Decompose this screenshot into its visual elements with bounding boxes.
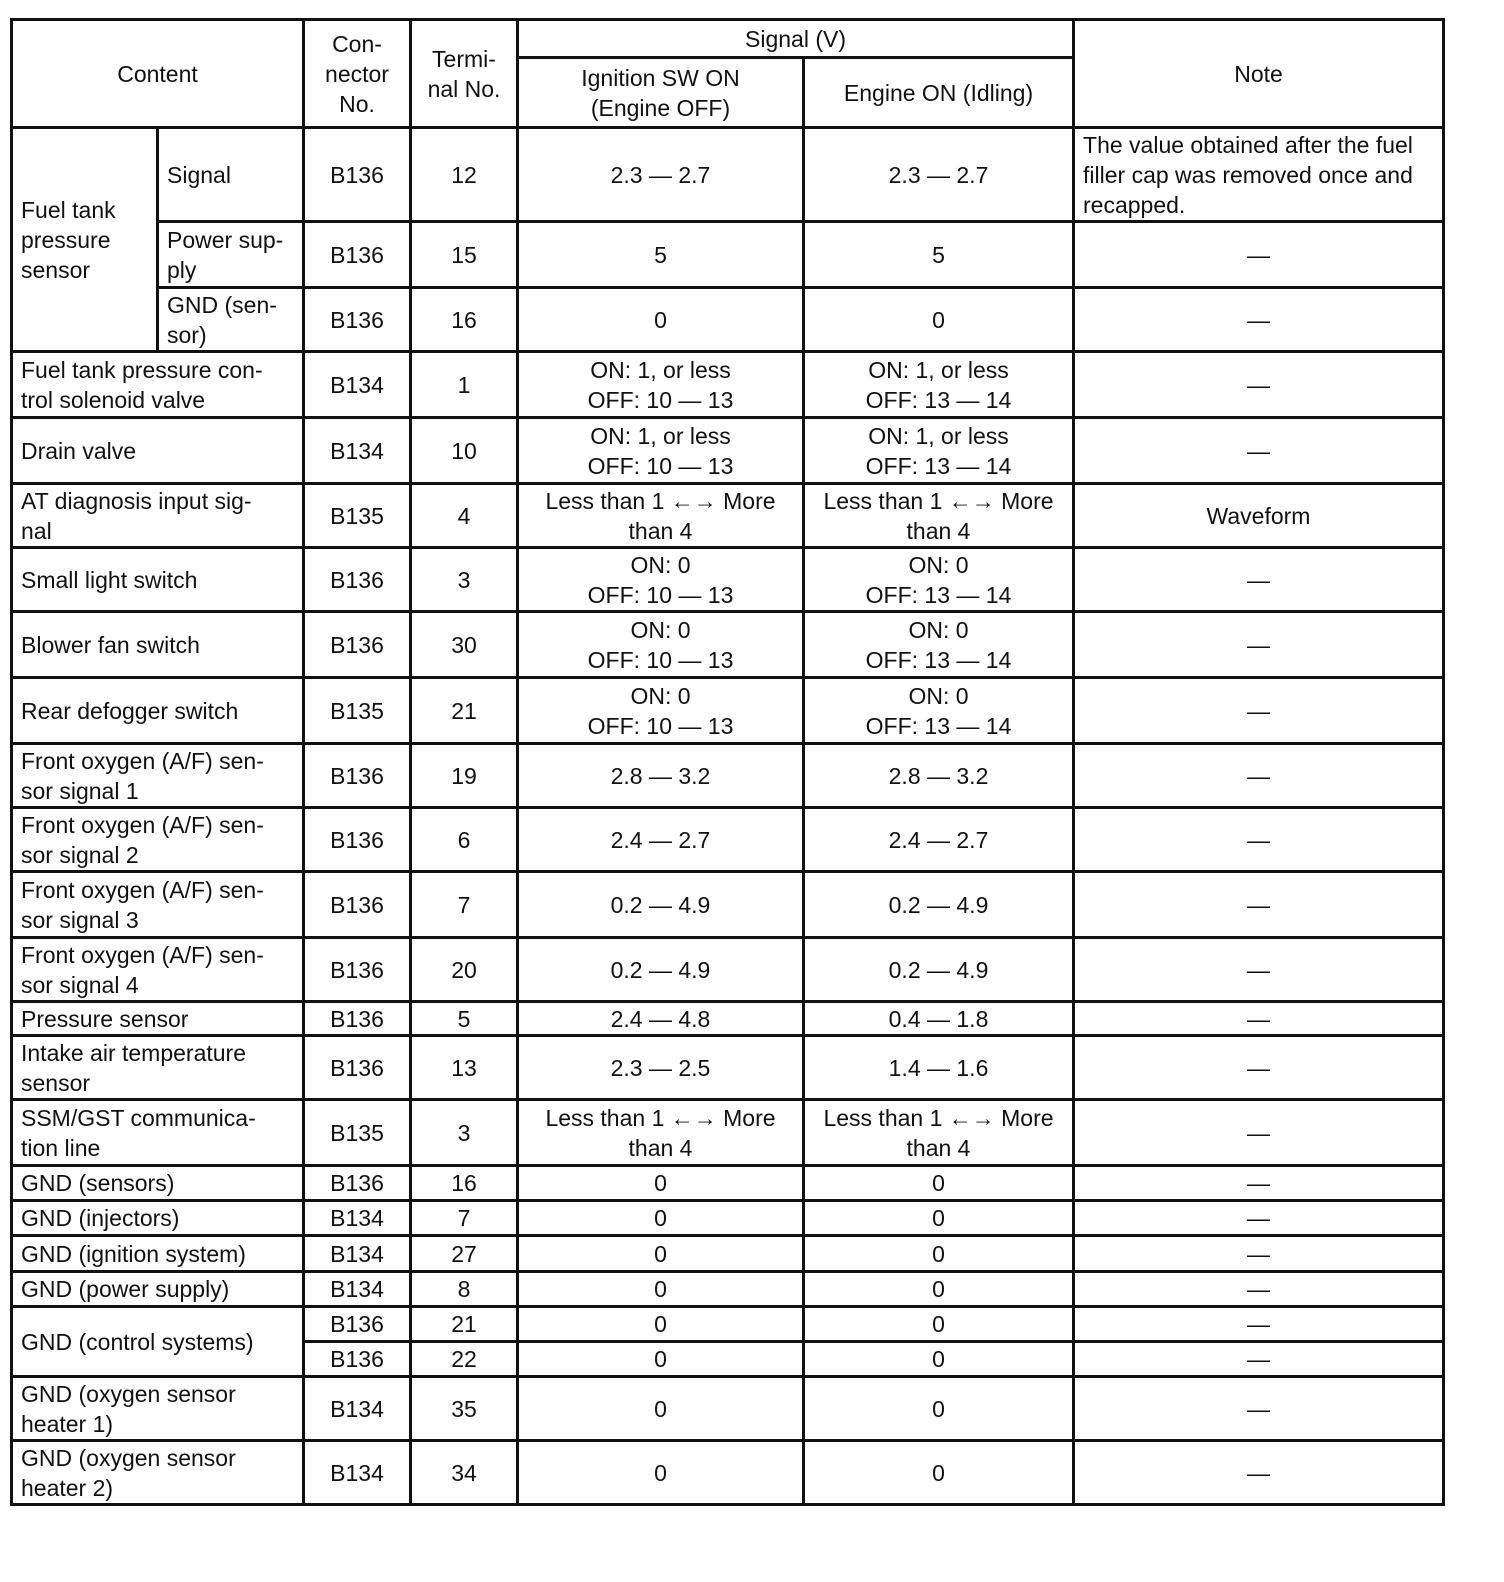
signal-ign: ON: 0 OFF: 10 — 13 [518, 678, 804, 744]
row-content: Intake air temperature sensor [12, 1036, 304, 1100]
table-row [12, 808, 1444, 872]
table-row [12, 548, 1444, 612]
header-note: Note [1074, 20, 1444, 128]
signal-ign: ON: 0 OFF: 10 — 13 [518, 548, 804, 612]
signal-ign: 2.3 — 2.5 [518, 1036, 804, 1100]
fuel-tank-pressure-sensor-label: Fuel tank pressure sensor [12, 128, 158, 352]
table-row [12, 1307, 1444, 1342]
terminal-no: 20 [411, 938, 518, 1002]
signal-ign: 0.2 — 4.9 [518, 872, 804, 938]
note: — [1074, 744, 1444, 808]
connector-no: B136 [304, 872, 411, 938]
signal-eng: ON: 0 OFF: 13 — 14 [804, 612, 1074, 678]
note: — [1074, 1100, 1444, 1166]
row-content: GND (power supply) [12, 1272, 304, 1307]
table-row [12, 1002, 1444, 1036]
note: — [1074, 1307, 1444, 1342]
signal-eng: 1.4 — 1.6 [804, 1036, 1074, 1100]
table-row [12, 1036, 1444, 1100]
connector-no: B136 [304, 128, 411, 222]
terminal-no: 1 [411, 352, 518, 418]
terminal-no: 7 [411, 872, 518, 938]
row-content: GND (injectors) [12, 1201, 304, 1236]
connector-no: B136 [304, 744, 411, 808]
signal-ign: 0.2 — 4.9 [518, 938, 804, 1002]
gnd-control-systems-label: GND (control systems) [12, 1307, 304, 1377]
connector-no: B135 [304, 484, 411, 548]
table-row [12, 938, 1444, 1002]
signal-eng: 5 [804, 222, 1074, 288]
row-content: Small light switch [12, 548, 304, 612]
note: — [1074, 1377, 1444, 1441]
header-terminal-no: Termi- nal No. [411, 20, 518, 128]
signal-eng: Less than 1 ←→ More than 4 [804, 484, 1074, 548]
terminal-no: 6 [411, 808, 518, 872]
connector-no: B136 [304, 808, 411, 872]
signal-eng: ON: 1, or less OFF: 13 — 14 [804, 352, 1074, 418]
connector-no: B136 [304, 1002, 411, 1036]
row-content: Front oxygen (A/F) sen- sor signal 1 [12, 744, 304, 808]
terminal-no: 30 [411, 612, 518, 678]
terminal-no: 21 [411, 1307, 518, 1342]
sub-content: Power sup- ply [158, 222, 304, 288]
signal-eng: 0 [804, 1342, 1074, 1377]
connector-no: B134 [304, 1377, 411, 1441]
note: — [1074, 1342, 1444, 1377]
connector-no: B136 [304, 1166, 411, 1201]
connector-no: B134 [304, 1441, 411, 1505]
signal-ign: 2.3 — 2.7 [518, 128, 804, 222]
tail-rows [12, 1377, 1444, 1505]
signal-ign: ON: 1, or less OFF: 10 — 13 [518, 352, 804, 418]
signal-eng: Less than 1 ←→ More than 4 [804, 1100, 1074, 1166]
note: — [1074, 548, 1444, 612]
row-content: GND (ignition system) [12, 1236, 304, 1272]
note: — [1074, 678, 1444, 744]
table-row [12, 1441, 1444, 1505]
row-content: GND (sensors) [12, 1166, 304, 1201]
terminal-no: 21 [411, 678, 518, 744]
table-row [12, 1100, 1444, 1166]
signal-ign: 0 [518, 1201, 804, 1236]
row-content: Front oxygen (A/F) sen- sor signal 2 [12, 808, 304, 872]
terminal-no: 4 [411, 484, 518, 548]
note: — [1074, 1002, 1444, 1036]
connector-no: B136 [304, 1036, 411, 1100]
header-signal: Signal (V) [518, 20, 1074, 58]
signal-ign: 0 [518, 1166, 804, 1201]
signal-ign: Less than 1 ←→ More than 4 [518, 1100, 804, 1166]
gnd-control-group [12, 1307, 1444, 1377]
note: — [1074, 1036, 1444, 1100]
table-row [12, 678, 1444, 744]
signal-eng: ON: 1, or less OFF: 13 — 14 [804, 418, 1074, 484]
note: — [1074, 222, 1444, 288]
header-engine-on: Engine ON (Idling) [804, 58, 1074, 128]
table-row [12, 872, 1444, 938]
signal-ign: 0 [518, 1342, 804, 1377]
signal-ign: 0 [518, 288, 804, 352]
table-row [12, 222, 1444, 288]
connector-no: B134 [304, 418, 411, 484]
main-rows [12, 352, 1444, 1307]
row-content: GND (oxygen sensor heater 1) [12, 1377, 304, 1441]
connector-no: B134 [304, 1236, 411, 1272]
connector-no: B134 [304, 1272, 411, 1307]
table-row [12, 484, 1444, 548]
terminal-no: 34 [411, 1441, 518, 1505]
note: — [1074, 872, 1444, 938]
signal-eng: 2.8 — 3.2 [804, 744, 1074, 808]
connector-no: B136 [304, 222, 411, 288]
terminal-no: 3 [411, 548, 518, 612]
table-row [12, 1272, 1444, 1307]
connector-no: B135 [304, 1100, 411, 1166]
signal-ign: 0 [518, 1441, 804, 1505]
signal-ign: Less than 1 ←→ More than 4 [518, 484, 804, 548]
terminal-no: 13 [411, 1036, 518, 1100]
terminal-no: 15 [411, 222, 518, 288]
connector-no: B136 [304, 1307, 411, 1342]
note: — [1074, 938, 1444, 1002]
row-content: Front oxygen (A/F) sen- sor signal 4 [12, 938, 304, 1002]
row-content: Rear defogger switch [12, 678, 304, 744]
signal-eng: 0 [804, 1441, 1074, 1505]
sub-content: GND (sen- sor) [158, 288, 304, 352]
connector-no: B134 [304, 352, 411, 418]
note: — [1074, 1236, 1444, 1272]
table-row [12, 1201, 1444, 1236]
connector-no: B135 [304, 678, 411, 744]
signal-ign: 2.4 — 2.7 [518, 808, 804, 872]
row-content: Fuel tank pressure con- trol solenoid valve [12, 352, 304, 418]
note: Waveform [1074, 484, 1444, 548]
table-row [12, 744, 1444, 808]
signal-ign: 0 [518, 1307, 804, 1342]
header-ignition-sw-on: Ignition SW ON (Engine OFF) [518, 58, 804, 128]
table-row [12, 128, 1444, 222]
signal-eng: 0.2 — 4.9 [804, 872, 1074, 938]
connector-no: B136 [304, 288, 411, 352]
connector-no: B136 [304, 548, 411, 612]
signal-eng: ON: 0 OFF: 13 — 14 [804, 548, 1074, 612]
terminal-no: 7 [411, 1201, 518, 1236]
signal-eng: 0 [804, 1377, 1074, 1441]
signal-table-page [10, 18, 1445, 1506]
terminal-no: 19 [411, 744, 518, 808]
connector-no: B134 [304, 1201, 411, 1236]
table-header [12, 20, 1444, 128]
note: — [1074, 418, 1444, 484]
note: — [1074, 352, 1444, 418]
table-row [12, 1377, 1444, 1441]
connector-no: B136 [304, 612, 411, 678]
terminal-no: 10 [411, 418, 518, 484]
signal-ign: 2.4 — 4.8 [518, 1002, 804, 1036]
table-row [12, 1166, 1444, 1201]
note: — [1074, 1272, 1444, 1307]
note: — [1074, 808, 1444, 872]
signal-eng: 0 [804, 1236, 1074, 1272]
signal-ign: 0 [518, 1272, 804, 1307]
header-content: Content [12, 20, 304, 128]
signal-ign: ON: 0 OFF: 10 — 13 [518, 612, 804, 678]
row-content: Blower fan switch [12, 612, 304, 678]
table-row [12, 1236, 1444, 1272]
signal-eng: 2.3 — 2.7 [804, 128, 1074, 222]
signal-eng: 0 [804, 288, 1074, 352]
row-content: GND (oxygen sensor heater 2) [12, 1441, 304, 1505]
row-content: Pressure sensor [12, 1002, 304, 1036]
note: — [1074, 1166, 1444, 1201]
signal-ign: 0 [518, 1377, 804, 1441]
signal-eng: 0 [804, 1201, 1074, 1236]
table-body [12, 128, 1444, 352]
connector-no: B136 [304, 1342, 411, 1377]
terminal-no: 16 [411, 288, 518, 352]
note: — [1074, 1201, 1444, 1236]
row-content: SSM/GST communica- tion line [12, 1100, 304, 1166]
note: — [1074, 1441, 1444, 1505]
header-connector-no: Con- nector No. [304, 20, 411, 128]
terminal-no: 27 [411, 1236, 518, 1272]
row-content: Front oxygen (A/F) sen- sor signal 3 [12, 872, 304, 938]
row-content: AT diagnosis input sig- nal [12, 484, 304, 548]
table-row [12, 612, 1444, 678]
terminal-no: 8 [411, 1272, 518, 1307]
table-row [12, 288, 1444, 352]
signal-eng: ON: 0 OFF: 13 — 14 [804, 678, 1074, 744]
terminal-no: 5 [411, 1002, 518, 1036]
signal-eng: 0.4 — 1.8 [804, 1002, 1074, 1036]
terminal-no: 16 [411, 1166, 518, 1201]
connector-no: B136 [304, 938, 411, 1002]
terminal-no: 35 [411, 1377, 518, 1441]
signal-ign: ON: 1, or less OFF: 10 — 13 [518, 418, 804, 484]
signal-eng: 0 [804, 1307, 1074, 1342]
signal-ign: 2.8 — 3.2 [518, 744, 804, 808]
table-row [12, 418, 1444, 484]
signal-eng: 0 [804, 1272, 1074, 1307]
ecm-signal-table [10, 18, 1445, 1506]
note: — [1074, 288, 1444, 352]
signal-ign: 0 [518, 1236, 804, 1272]
signal-eng: 0 [804, 1166, 1074, 1201]
terminal-no: 3 [411, 1100, 518, 1166]
signal-eng: 0.2 — 4.9 [804, 938, 1074, 1002]
row-content: Drain valve [12, 418, 304, 484]
table-row [12, 352, 1444, 418]
signal-ign: 5 [518, 222, 804, 288]
note: — [1074, 612, 1444, 678]
sub-content: Signal [158, 128, 304, 222]
terminal-no: 22 [411, 1342, 518, 1377]
signal-eng: 2.4 — 2.7 [804, 808, 1074, 872]
note: The value obtained after the fuel filler cap was removed once and recapped. [1074, 128, 1444, 222]
terminal-no: 12 [411, 128, 518, 222]
